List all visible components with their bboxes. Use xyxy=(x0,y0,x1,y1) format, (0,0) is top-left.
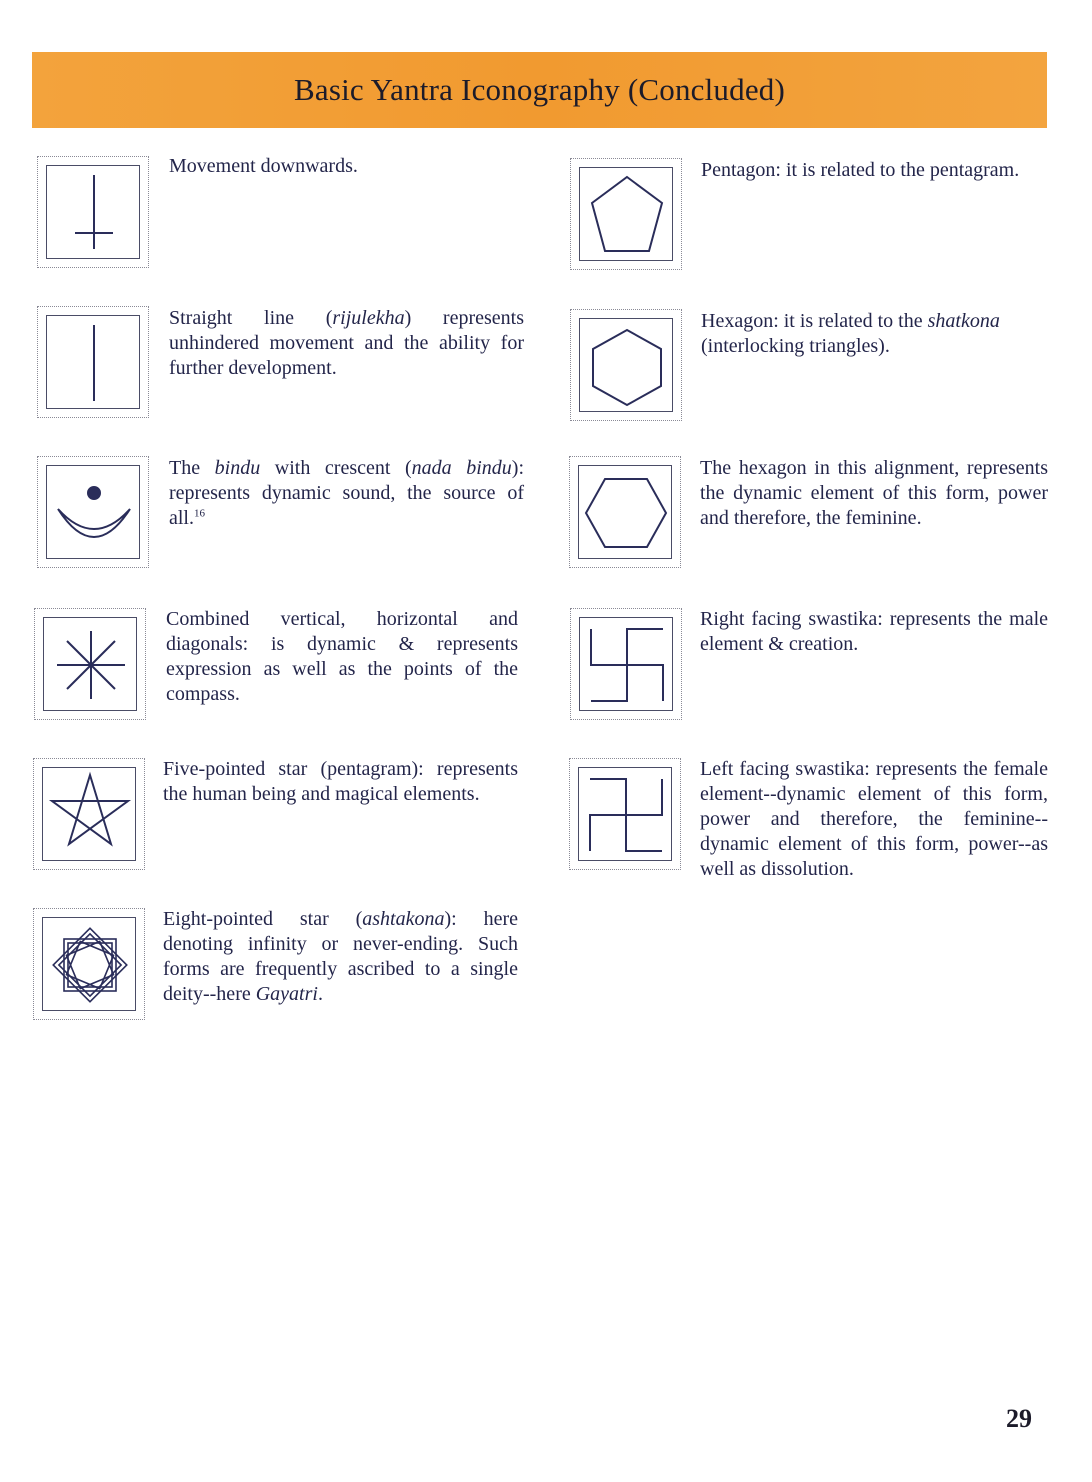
desc-movement-downwards: Movement downwards. xyxy=(169,155,358,177)
page-title: Basic Yantra Iconography (Concluded) xyxy=(293,72,786,107)
pentagram-icon xyxy=(33,758,145,870)
desc-pentagram: Five-pointed star (pentagram): represents the human being and magical elements. xyxy=(163,758,518,805)
desc-octagram: Eight-pointed star (ashtakona): here denoting infinity or never-ending. Such forms are frequently ascribed to a single deity--here Gayatri. xyxy=(163,908,518,1005)
right-swastika-icon xyxy=(570,608,682,720)
desc-compass: Combined vertical, horizontal and diagonals: is dynamic & represents expression as well as the points of the compass. xyxy=(166,608,518,705)
bindu-crescent-icon xyxy=(37,456,149,568)
compass-star-icon xyxy=(34,608,146,720)
desc-bindu-crescent: The bindu with crescent (nada bindu): represents dynamic sound, the source of all.$^{16}$ xyxy=(169,457,524,529)
desc-hexagon-alignment: The hexagon in this alignment, represents the dynamic element of this form, power and therefore, the feminine. xyxy=(700,457,1048,529)
octagram-icon xyxy=(33,908,145,1020)
cross-downward-icon xyxy=(37,156,149,268)
desc-pentagon: Pentagon: it is related to the pentagram. xyxy=(701,159,1020,181)
desc-hexagon: Hexagon: it is related to the shatkona (interlocking triangles). xyxy=(701,310,1000,357)
hexagon-horizontal-icon xyxy=(569,456,681,568)
left-swastika-icon xyxy=(569,758,681,870)
hexagon-vertical-icon xyxy=(570,309,682,421)
vertical-line-icon xyxy=(37,306,149,418)
desc-left-swastika: Left facing swastika: represents the female element--dynamic element of this form, power and therefore, the feminine--dynamic element of this form, power--as well as dissolution. xyxy=(700,758,1048,880)
desc-right-swastika: Right facing swastika: represents the male element & creation. xyxy=(700,608,1048,655)
page-number: 29 xyxy=(1006,1404,1032,1433)
title-banner xyxy=(32,52,1047,128)
desc-straight-line: Straight line (rijulekha) represents unhindered movement and the ability for further development. xyxy=(169,307,524,379)
pentagon-icon xyxy=(570,158,682,270)
